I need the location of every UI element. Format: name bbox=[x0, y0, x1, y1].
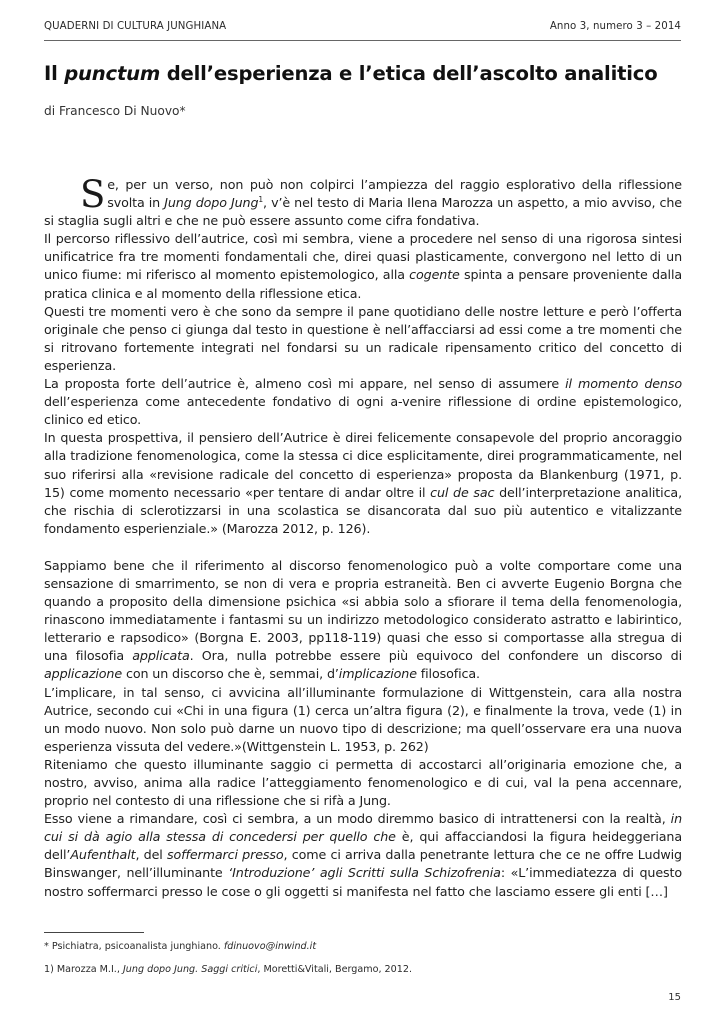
italic-run: cul de sac bbox=[430, 484, 495, 500]
italic-run: Aufenthalt bbox=[70, 847, 136, 863]
footnotes bbox=[44, 940, 684, 986]
author-email-link[interactable]: fdinuovo@inwind.it bbox=[223, 941, 317, 952]
italic-run: Jung dopo Jung bbox=[164, 195, 259, 211]
text-run: e, per un verso, non può non colpirci l’ampiezza del raggio esplorativo della riflessione svolta in bbox=[107, 177, 682, 211]
italic-run: applicata bbox=[132, 648, 190, 664]
header-rule bbox=[44, 40, 681, 41]
text-run: Il percorso riflessivo dell’autrice, così mi sembra, viene a procedere nel senso di una rigorosa sintesi unificatrice fra tre momenti fondamentali che, direi quasi plasticamente, convergono nel letto di un unico fiume: mi riferisco al momento epistemologico, alla bbox=[44, 231, 682, 283]
text-run: , del bbox=[135, 847, 168, 863]
drop-cap: S bbox=[80, 173, 106, 216]
title-prefix: Il bbox=[44, 62, 65, 85]
title-emphasis: punctum bbox=[64, 62, 161, 85]
text-run: : «L’immediatezza di questo nostro soffermarci presso le cose o gli oggetti si manifesta nel fatto che lasciamo essere gli enti […] bbox=[44, 865, 683, 899]
paragraph-4 bbox=[44, 375, 682, 429]
page-number: 15 bbox=[668, 992, 681, 1003]
italic-run: in cui si dà agio alla stessa di concedersi per quello che bbox=[44, 811, 682, 845]
text-run: dell’interpretazione analitica, che rischia di sclerotizzarsi in una scolastica se disancorata dal suo più autentico e vitalizzante fondamento esperienziale.» (Marozza 2012, p. 126). bbox=[44, 484, 682, 536]
text-run: In questa prospettiva, il pensiero dell’Autrice è direi felicemente consapevole del proprio ancoraggio alla tradizione fenomenologica, come la stessa ci dice esplicitamente, direi programmaticamente, nel suo riferirsi alla «revisione radicale del concetto di esperienza» proposta da Blankenburg (1971, p. 15) come momento necessario «per tentare di andar oltre il bbox=[44, 430, 682, 500]
issue-info: Anno 3, numero 3 – 2014 bbox=[549, 21, 681, 32]
title-suffix: dell’esperienza e l’etica dell’ascolto analitico bbox=[160, 62, 658, 85]
journal-name: QUADERNI DI CULTURA JUNGHIANA bbox=[44, 21, 227, 32]
paragraph-2 bbox=[44, 230, 682, 302]
paragraph-6 bbox=[44, 557, 682, 684]
text-run: dell’esperienza come antecedente fondativo di ogni a-venire riflessione di ordine epistemologico, clinico ed etico. bbox=[44, 394, 682, 428]
text-run: con un discorso che è, semmai, d’ bbox=[122, 666, 339, 682]
text-run: . Ora, nulla potrebbe essere più equivoco del confondere un discorso di bbox=[189, 648, 682, 664]
italic-run: implicazione bbox=[338, 666, 417, 682]
paragraph-gap bbox=[44, 538, 682, 557]
italic-run: ‘Introduzione’ agli Scritti sulla Schizofrenia bbox=[228, 865, 501, 881]
footnote-ref: 1 bbox=[258, 195, 264, 205]
italic-run: Jung dopo Jung. Saggi critici bbox=[122, 964, 258, 975]
paragraph-7: L’implicare, in tal senso, ci avvicina all’illuminante formulazione di Wittgenstein, cara alla nostra Autrice, secondo cui «Chi in una figura (1) cerca un’altra figura (2), e finalmente la trova, vede (1) in un modo nuovo. Non solo può darne un nuovo tipo di descrizione; ma quell’osservare era una nuova esperienza vissuta del vedere.»(Wittgenstein L. 1953, p. 262) bbox=[44, 684, 682, 754]
paragraph-3: Questi tre momenti vero è che sono da sempre il pane quotidiano delle nostre letture e però l’offerta originale che penso ci giunga dal testo in questione è nell’affacciarsi ad essi come a tre momenti che si ritrovano fortemente integrati nel fondarsi su un radicale ripensamento critico del concetto di esperienza. bbox=[44, 303, 682, 373]
text-run: Sappiamo bene che il riferimento al discorso fenomenologico può a volte comportare come una sensazione di smarrimento, se non di vera e propria estraneità. Ben ci avverte Eugenio Borgna che quando a proposito della dimensione psichica «si abbia solo a sfiorare il tema della fenomenologia, rinascono immediatamente i fantasmi su un indirizzo metodologico considerato astratto e labirintico, letterario e rapsodico» (Borgna E. 2003, pp118-119) quasi che esso si comportasse alla stregua di una filosofia bbox=[44, 557, 682, 664]
article-body bbox=[44, 173, 683, 901]
paragraph-5 bbox=[44, 429, 682, 538]
text-run: 1) Marozza M.I., bbox=[44, 964, 123, 975]
paragraph-9 bbox=[44, 810, 682, 900]
text-run: , Moretti&Vitali, Bergamo, 2012. bbox=[257, 964, 413, 975]
paragraph-8: Riteniamo che questo illuminante saggio ci permetta di accostarci all’originaria emozione che, a nostro, avviso, anima alla radice l’atteggiamento fenomenologico e di cui, val la pena accennare, proprio nel contesto di una riflessione che si rifà a Jung. bbox=[44, 756, 682, 809]
footnote-rule bbox=[44, 932, 144, 933]
text-run: , come ci arriva dalla penetrante lettura che ce ne offre Ludwig Binswanger, nell’illuminante bbox=[44, 847, 682, 881]
text-run: * Psichiatra, psicoanalista junghiano. bbox=[44, 941, 224, 952]
text-run: spinta a pensare proveniente dalla pratica clinica e al momento della riflessione etica. bbox=[44, 267, 682, 301]
footnote-1 bbox=[44, 963, 684, 977]
text-run: La proposta forte dell’autrice è, almeno così mi appare, nel senso di assumere bbox=[44, 376, 566, 392]
text-run: è, qui affacciandosi la figura heideggeriana dell’ bbox=[44, 829, 682, 863]
italic-run: il momento denso bbox=[565, 376, 682, 392]
text-run: filosofica. bbox=[416, 666, 480, 682]
footnote-author bbox=[44, 940, 684, 954]
running-head bbox=[44, 21, 681, 37]
italic-run: cogente bbox=[409, 267, 460, 283]
text-run: , v’è nel testo di Maria Ilena Marozza un aspetto, a mio avviso, che si staglia sugli altri e che ne può essere assunto come cifra fondativa. bbox=[44, 195, 682, 229]
italic-run: applicazione bbox=[44, 666, 123, 682]
text-run: Esso viene a rimandare, così ci sembra, a un modo diremmo basico di intrattenersi con la realtà, bbox=[44, 811, 671, 827]
article-title bbox=[44, 62, 657, 85]
italic-run: soffermarci presso bbox=[167, 847, 284, 863]
paragraph-1 bbox=[44, 173, 682, 230]
author-byline: di Francesco Di Nuovo* bbox=[44, 104, 186, 118]
